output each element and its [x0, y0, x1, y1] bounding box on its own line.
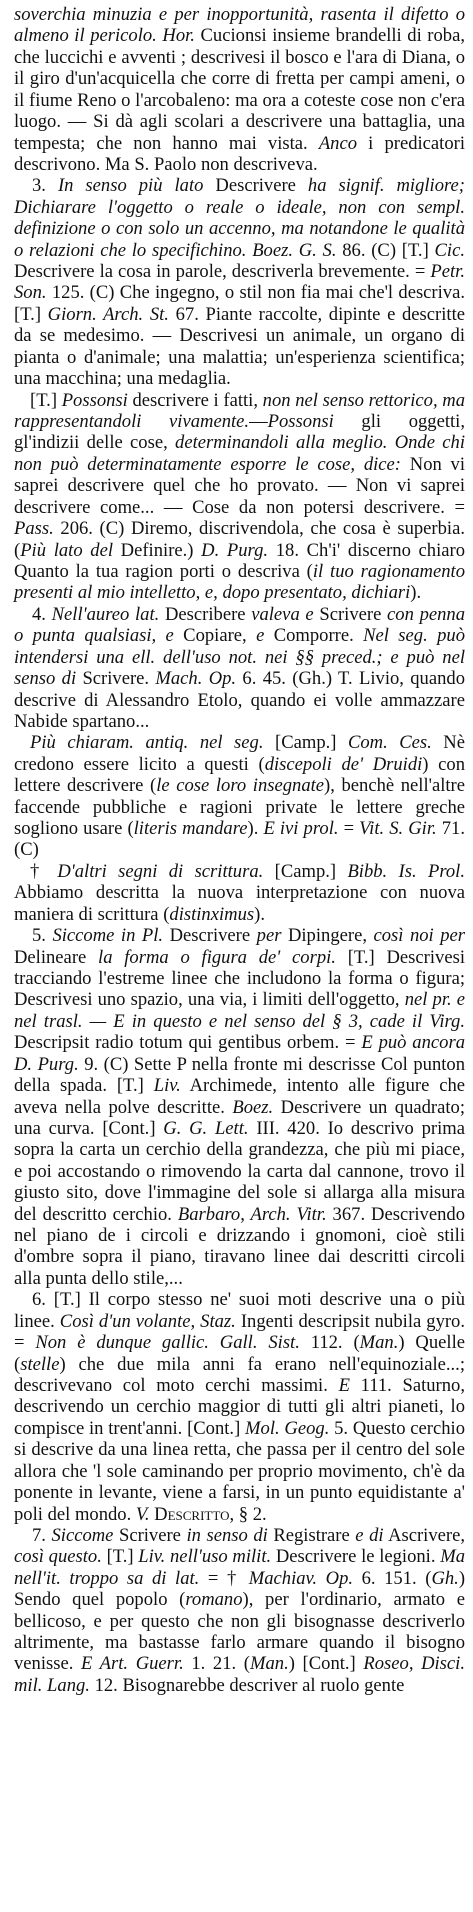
italic-text-run: Pass. [14, 518, 54, 540]
text-run: Ascrivere, [383, 1524, 465, 1546]
italic-text-run: in senso di [186, 1524, 268, 1546]
text-run: ) Quelle ( [14, 1332, 465, 1375]
italic-text-run: Siccome in Pl. [52, 925, 164, 947]
italic-text-run: non nel senso rettorico, ma rappresentandoli vivamente. [14, 389, 465, 433]
text-run: 111. Saturno, descrivendo un cerchio maggior di tutti gli altri pianeti, lo compisce in trent'anni. [Cont.] [14, 1375, 465, 1439]
italic-text-run: Non è dunque gallic. Gall. Sist. [35, 1332, 300, 1354]
text-run: [Camp.] [263, 732, 348, 754]
italic-text-run: Bibb. Is. Prol. [347, 860, 466, 882]
text-run: Descrivere [203, 175, 308, 197]
italic-text-run: Boez. [232, 1096, 274, 1118]
italic-text-run: Gh. [431, 1567, 459, 1589]
text-run: Descrivere la cosa in parole, descriverla brevemente. = [14, 261, 431, 283]
italic-text-run: V. [135, 1503, 150, 1525]
text-run: Copiare, [173, 625, 257, 647]
italic-text-run: E può ancora D. Purg. [14, 1032, 465, 1075]
text-run: escritto [167, 1503, 230, 1525]
italic-text-run: romano [185, 1589, 243, 1611]
italic-text-run: E Art. Guerr. [81, 1653, 184, 1675]
italic-text-run: discepoli de' Druidi [264, 753, 423, 775]
text-run: descrivere i fatti, [127, 389, 263, 411]
text-run: Scrivere [313, 603, 388, 625]
italic-text-run: Più chiaram. antiq. nel seg. [30, 732, 264, 754]
italic-text-run: ha signif. migliore; Dichiarare l'oggetto o reale o ideale, non con sempl. definizione o con solo un accenno, ma notandone le qualità o relazioni che lo specifichino. Boez. G. S. [14, 175, 465, 261]
text-run: Non vi saprei descrivere quel che ho provato. — Non vi saprei descrivere come... — Cose da non potersi descrivere. = [14, 453, 466, 518]
italic-text-run: literis mandare [133, 818, 248, 840]
italic-text-run: Possonsi [61, 389, 128, 411]
italic-text-run: nel pr. e nel trasl. — E in questo e nel senso del § 3, cade il Virg. [14, 989, 466, 1032]
text-run: [Camp.] [263, 860, 348, 882]
italic-text-run: D. Purg. [201, 539, 269, 561]
text-run: 71. (C) [14, 818, 465, 861]
italic-text-run: Possonsi [267, 411, 334, 433]
italic-text-run: il tuo ragionamento presenti al mio intelletto, e, dopo presentato, dichiari [14, 560, 465, 604]
text-run: [T.] Descrivesi tracciando l'estreme linee che includono la forma o figura; Descrivesi uno spazio, una via, i limiti dell'oggetto, [14, 946, 465, 1011]
text-run: 4. [32, 603, 52, 625]
daltri-segni-paragraph [14, 861, 465, 925]
sense-4 [14, 604, 465, 733]
text-run: [T.] [30, 389, 62, 411]
italic-text-run: così questo. [14, 1546, 102, 1568]
text-run: 7. [32, 1524, 52, 1546]
text-run: 67. Piante raccolte, dipinte e descritte da se medesimo. — Descrivesi un animale, un organo di pianta o d'animale; una malattia; un'esperienza scientifica; una macchina; una medaglia. [14, 303, 465, 390]
italic-text-run: determinandoli alla meglio. Onde chi non può determinatamente esporre le cose, dice: [14, 432, 465, 475]
italic-text-run: Così d'un volante, Staz. [59, 1310, 236, 1332]
text-run: ) che due mila anni fa erano nell'equinoziale...; descrivevano col moto cerchi massimi. [14, 1353, 465, 1396]
italic-text-run: per [256, 925, 282, 947]
italic-text-run: D'altri segni di scrittura. [57, 860, 264, 882]
italic-text-run: Cic. [434, 239, 465, 261]
italic-text-run: con penna o punta qualsiasi, e [14, 603, 466, 647]
italic-text-run: Roseo, Disci. mil. Lang. [14, 1653, 465, 1696]
text-run: 18. Ch'i' discerno chiaro Quanto la tua ragion porti o descriva ( [14, 539, 466, 582]
text-run: Scrivere. [76, 668, 156, 690]
text-run: 125. (C) Che ingegno, o stil non fia mai che'l descriva. [T.] [14, 282, 465, 325]
text-run: Dipingere, [281, 925, 374, 947]
italic-text-run: Liv. nell'uso milit. [138, 1546, 272, 1568]
text-run: gli oggetti, gl'indizii delle cose, [14, 411, 465, 454]
text-run: 9. (C) Sette P nella fronte mi descrisse Col punton della spada. [T.] [14, 1053, 465, 1097]
text-run: = † [199, 1567, 249, 1589]
text-run: Descrivere [163, 925, 257, 947]
piu-chiaram-paragraph [14, 732, 465, 861]
italic-text-run: e di [355, 1524, 384, 1546]
italic-text-run: così noi per [373, 925, 466, 947]
italic-text-run: le cose loro insegnate [156, 775, 325, 797]
text-run: [T.] [101, 1546, 139, 1568]
text-run: Scrivere [113, 1524, 187, 1546]
text-run: Registrare [267, 1524, 356, 1546]
italic-text-run: Ma nell'it. troppo sa di lat. [14, 1546, 465, 1589]
text-run: Describere [159, 603, 252, 625]
text-run: 5. Questo cerchio si descrive da una linea retta, che passa per il centro del sole allora che 'l sole caminando per proprio movimento, ch'è da ponente in levante, viene a farsi, in un punto equidistante a' poli del mondo. [14, 1417, 465, 1525]
text-run: 6. 151. ( [353, 1567, 432, 1589]
text-run: ), per l'ordinario, armato e bellicoso, e per questo che non gli bisognasse descriverlo altrimente, ma bastasse farlo armare quando il bisogno venisse. [14, 1589, 465, 1675]
italic-text-run: Nel seg. può intendersi una ell. dell'uso not. nei §§ preced.; e può nel senso di [14, 625, 465, 690]
italic-text-run: Com. Ces. [347, 732, 432, 754]
text-run: Definire.) [113, 539, 202, 561]
italic-text-run: Man. [250, 1653, 289, 1675]
text-run: Nè credono essere licito a questi ( [14, 732, 465, 775]
italic-text-run: Vit. S. Gir. [359, 818, 437, 840]
text-run: 12. Bisognarebbe descriver al ruolo gente [89, 1674, 405, 1696]
text-run: 112. ( [299, 1332, 360, 1354]
text-run: i predicatori descrivono. Ma S. Paolo non descriveva. [14, 132, 465, 175]
italic-text-run: stelle [20, 1353, 60, 1375]
text-run: ). [410, 582, 422, 604]
text-run: 5. [32, 925, 53, 947]
text-run: 6. [T.] Il corpo stesso ne' suoi moti descrive una o più linee. [14, 1289, 465, 1332]
text-run: ). [247, 818, 264, 840]
text-run: ) Sendo quel popolo ( [14, 1567, 466, 1611]
text-run: Descrivere un quadrato; una curva. [Cont.] [14, 1096, 465, 1139]
italic-text-run: E [338, 1375, 350, 1396]
italic-text-run: valeva e [251, 603, 314, 625]
italic-text-run: Siccome [51, 1524, 114, 1546]
sense-5 [14, 925, 465, 1289]
italic-text-run: Giorn. Arch. St. [47, 303, 169, 325]
text-run: Archimede, intento alle figure che aveva nella polve descritte. [14, 1075, 465, 1118]
text-run: 1. 21. ( [183, 1653, 250, 1675]
text-run: Descrivere le legioni. [271, 1546, 441, 1568]
italic-text-run: Machiav. Op. [248, 1567, 354, 1589]
text-run: Ingenti descripsit nubila gyro. = [14, 1310, 466, 1354]
italic-text-run: e [256, 625, 265, 647]
para-intro [14, 4, 465, 175]
text-run: Descripsit radio totum qui gentibus orbem. = [14, 1032, 362, 1054]
italic-text-run: Liv. [153, 1075, 181, 1097]
italic-text-run: la forma o figura de' corpi. [98, 946, 336, 968]
text-run: 367. Descrivendo nel piano de i circoli e drizzando i gnomoni, cioè stili d'ombre sopra il piano, tiravano linee dai descritti circoli alla punta dello stile,... [14, 1203, 465, 1289]
italic-text-run: soverchia minuzia e per inopportunità, rasenta il difetto o almeno il pericolo. Hor. [14, 4, 465, 47]
text-run: ) con lettere descrivere ( [14, 753, 466, 797]
italic-text-run: Man. [359, 1332, 399, 1354]
italic-text-run: Barbaro, Arch. Vitr. [177, 1203, 327, 1225]
text-run: , § 2. [229, 1503, 267, 1525]
sense-3 [14, 175, 465, 389]
italic-text-run: Più lato del [20, 539, 114, 561]
italic-text-run: G. G. Lett. [163, 1117, 249, 1139]
text-run: 86. (C) [T.] [336, 239, 435, 261]
text-run: ), benchè nell'altre faccende pubbliche e ragioni private le lettere greche sogliono usare ( [14, 775, 465, 840]
italic-text-run: Anco [318, 132, 358, 154]
italic-text-run: Mol. Geog. [245, 1417, 330, 1439]
text-run: = [338, 818, 360, 840]
text-run: 3. [32, 175, 58, 197]
text-run: ) [Cont.] [288, 1653, 364, 1675]
possonsi-paragraph [14, 390, 465, 604]
text-run: Delineare [14, 946, 99, 968]
text-run: III. 420. Io descrivo prima sopra la carta un cerchio della grandezza, che più mi piace, e poi accostando o rimovendo la carta dal cannone, trovo il giusto sito, dove l'immagine del sole si allarga alla misura del descritto cerchio. [14, 1117, 465, 1225]
sense-7 [14, 1525, 465, 1696]
text-run: † [30, 860, 58, 882]
text-run: 206. (C) Diremo, discrivendola, che cosa è superbia. ( [14, 518, 465, 561]
text-run: — [249, 411, 268, 433]
italic-text-run: distinximus [169, 903, 255, 925]
text-run: ). [254, 903, 265, 925]
italic-text-run: E ivi prol. [263, 818, 339, 840]
italic-text-run: Mach. Op. [155, 668, 237, 690]
italic-text-run: Nell'aureo lat. [51, 603, 160, 625]
italic-text-run: Petr. Son. [14, 261, 465, 304]
italic-text-run: In senso più lato [57, 175, 204, 197]
text-run: 6. 45. (Gh.) T. Livio, quando descrive di Alessandro Etolo, quando ei volle ammazzare Nabide spartano... [14, 668, 465, 732]
text-run: Abbiamo descritta la nuova interpretazione con nuova maniera di scrittura ( [14, 882, 465, 925]
text-run: Cucionsi insieme brandelli di roba, che luccichi e avventi ; descrivesi il bosco e l'ara di Diana, o il giro d'un'acquicella che corre di fretta per campi ameni, o il fiume Reno o l'arcobaleno: ma ora a coteste cose non c'era luogo. — Si dà agli scolari a descrivere una battaglia, una tempesta; che non hanno mai vista. [14, 25, 465, 154]
text-run: D [149, 1503, 168, 1525]
sense-6 [14, 1289, 465, 1525]
text-run: Comporre. [264, 625, 364, 647]
